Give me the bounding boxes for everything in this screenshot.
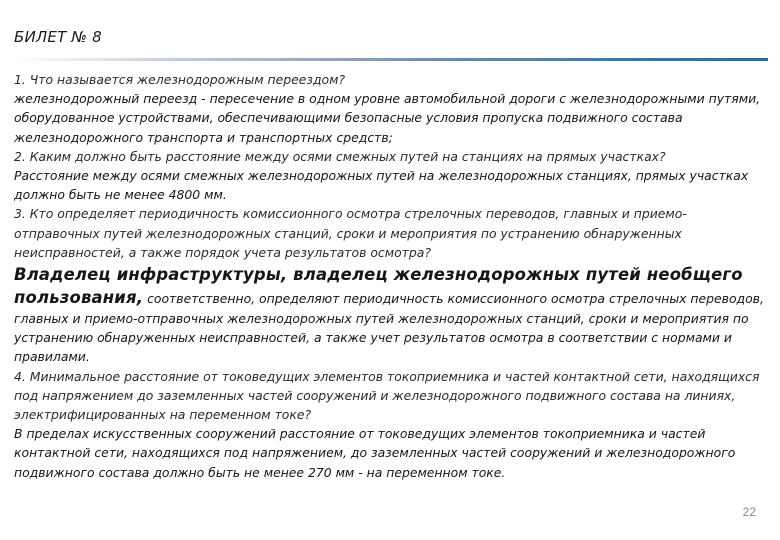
question-3: 3. Кто определяет периодичность комиссионного осмотра стрелочных переводов, главных и приемо-отправочных путей железнодорожных станций, сроки и мероприятия по устранению обнаруженных неисправностей, а также порядок учета результатов осмотра? — [14, 206, 687, 260]
slide-title: БИЛЕТ № 8 — [14, 28, 102, 46]
answer-3-lead: Владелец инфраструктуры, владелец железнодорожных путей необщего пользования, — [14, 265, 743, 308]
question-1: 1. Что называется железнодорожным переездом? — [14, 72, 346, 87]
answer-1: железнодорожный переезд - пересечение в одном уровне автомобильной дороги с железнодорожными путями, оборудованное устройствами, обеспечивающими безопасные условия пропуска подвижного состава железнодорожного транспорта и транспортных средств; — [14, 91, 761, 145]
title-divider — [12, 58, 768, 61]
answer-2: Расстояние между осями смежных железнодорожных путей на железнодорожных станциях, прямых участках должно быть не менее 4800 мм. — [14, 168, 749, 203]
ticket-content — [14, 70, 770, 482]
question-4: 4. Минимальное расстояние от токоведущих элементов токоприемника и частей контактной сети, находящихся под напряжением до заземленных частей сооружений и железнодорожного подвижного состава на линиях, электрифицированных на переменном токе? — [14, 368, 760, 423]
question-2: 2. Каким должно быть расстояние между осями смежных путей на станциях на прямых участках? — [14, 148, 666, 164]
page-number: 22 — [742, 505, 756, 519]
answer-3-body: соответственно, определяют периодичность комиссионного осмотра стрелочных переводов, главных и приемо-отправочных железнодорожных путей железнодорожных станций, сроки и мероприятия по устранению обнаруженных неисправностей, а также учет результатов осмотра в соответствии с нормами и правилами. — [14, 291, 764, 365]
answer-3 — [14, 263, 770, 367]
answer-4: В пределах искусственных сооружений расстояние от токоведущих элементов токоприемника и частей контактной сети, находящихся под напряжением, до заземленных частей сооружений и железнодорожного подвижного состава должно быть не менее 270 мм - на переменном токе. — [14, 426, 736, 480]
